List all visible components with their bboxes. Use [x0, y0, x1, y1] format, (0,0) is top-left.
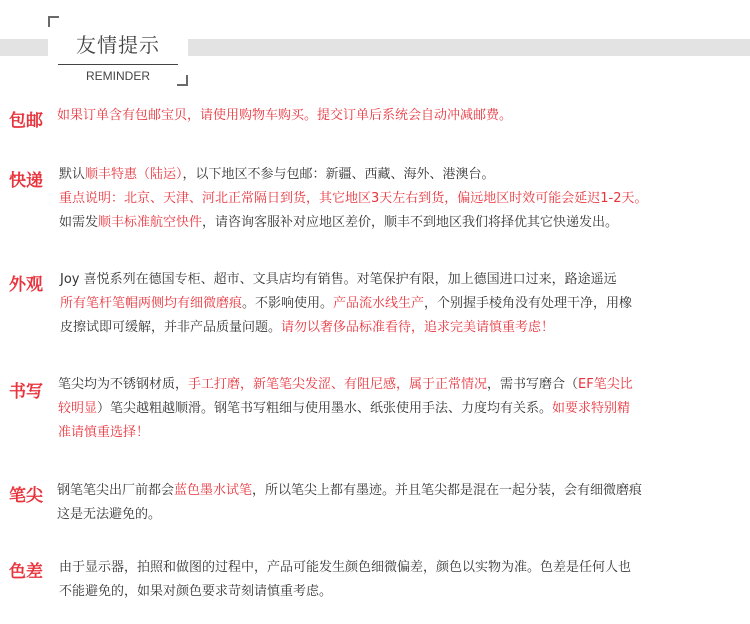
text-line: 如果订单含有包邮宝贝，请使用购物车购买。提交订单后系统会自动冲减邮费。 — [57, 108, 513, 123]
highlight-text: 如要求特别精 — [552, 401, 631, 416]
reminder-title-box — [48, 16, 188, 86]
section-text — [59, 163, 648, 235]
text-segment: ，需书写磨合（ — [487, 377, 579, 392]
text-segment: ，请咨询客服补对应地区差价，顺丰不到地区我们将择优其它快递发出。 — [202, 215, 619, 230]
highlight-text: EF笔尖比 — [578, 377, 633, 392]
text-line — [60, 316, 632, 340]
highlight-text: 请勿以奢侈品标准看待，追求完美请慎重考虑！ — [281, 320, 555, 335]
corner-bracket-top-left — [48, 16, 59, 27]
text-line: Joy 喜悦系列在德国专柜、超市、文具店均有销售。对笔保护有限，加上德国进口过来，路途遥远 — [60, 272, 617, 287]
highlight-text: 手工打磨，新笔笔尖发涩、有阻尼感，属于正常情况 — [188, 377, 488, 392]
text-line: 准请慎重选择！ — [58, 425, 150, 440]
title-divider — [58, 64, 178, 65]
section-text — [58, 373, 633, 445]
text-line — [58, 373, 633, 397]
section-label: 笔尖 — [9, 486, 43, 506]
title-english: REMINDER — [85, 69, 150, 83]
text-line: 重点说明：北京、天津、河北正常隔日到货，其它地区3天左右到货，偏远地区时效可能会延迟1-2天。 — [59, 191, 648, 206]
section-label: 书写 — [9, 382, 43, 402]
section-label: 快递 — [9, 171, 43, 191]
text-segment: 皮擦试即可缓解，并非产品质量问题。 — [60, 320, 282, 335]
section-text — [57, 479, 642, 527]
section-text — [57, 104, 512, 128]
highlight-text: 所有笔杆笔帽两侧均有细微磨痕 — [60, 296, 243, 311]
text-line — [57, 479, 642, 503]
section-text — [60, 268, 632, 340]
section-label: 包邮 — [9, 111, 43, 131]
text-line: 不能避免的，如果对颜色要求苛刻请慎重考虑。 — [59, 584, 333, 599]
text-segment: ，个别握手棱角没有处理干净，用橡 — [424, 296, 633, 311]
title-chinese: 友情提示 — [76, 33, 160, 57]
text-segment: 默认 — [59, 167, 86, 182]
highlight-text: 产品流水线生产 — [333, 296, 425, 311]
section-label: 色差 — [9, 562, 43, 582]
text-segment: ）笔尖越粗越顺滑。钢笔书写粗细与使用墨水、纸张使用手法、力度均有关系。 — [97, 401, 553, 416]
text-segment: ，所以笔尖上都有墨迹。并且笔尖都是混在一起分装，会有细微磨痕 — [252, 483, 643, 498]
text-segment: 钢笔笔尖出厂前都会 — [57, 483, 175, 498]
text-segment: ，以下地区不参与包邮：新疆、西藏、海外、港澳台。 — [182, 167, 495, 182]
text-segment: 。不影响使用。 — [242, 296, 334, 311]
text-line: 由于显示器，拍照和做图的过程中，产品可能发生颜色细微偏差，颜色以实物为准。色差是任何人也 — [59, 560, 632, 575]
text-segment: 如需发 — [59, 215, 99, 230]
highlight-text: 较明显 — [58, 401, 98, 416]
highlight-text: 顺丰标准航空快件 — [98, 215, 203, 230]
text-line: 这是无法避免的。 — [57, 507, 162, 522]
text-segment: 笔尖均为不锈钢材质， — [58, 377, 189, 392]
highlight-text: 顺丰特惠（陆运） — [85, 167, 183, 182]
highlight-text: 蓝色墨水试笔 — [174, 483, 253, 498]
text-line — [58, 397, 633, 421]
section-label: 外观 — [9, 275, 43, 295]
section-text — [59, 556, 631, 604]
text-line — [59, 163, 648, 187]
text-line — [59, 211, 648, 235]
text-line — [60, 292, 632, 316]
